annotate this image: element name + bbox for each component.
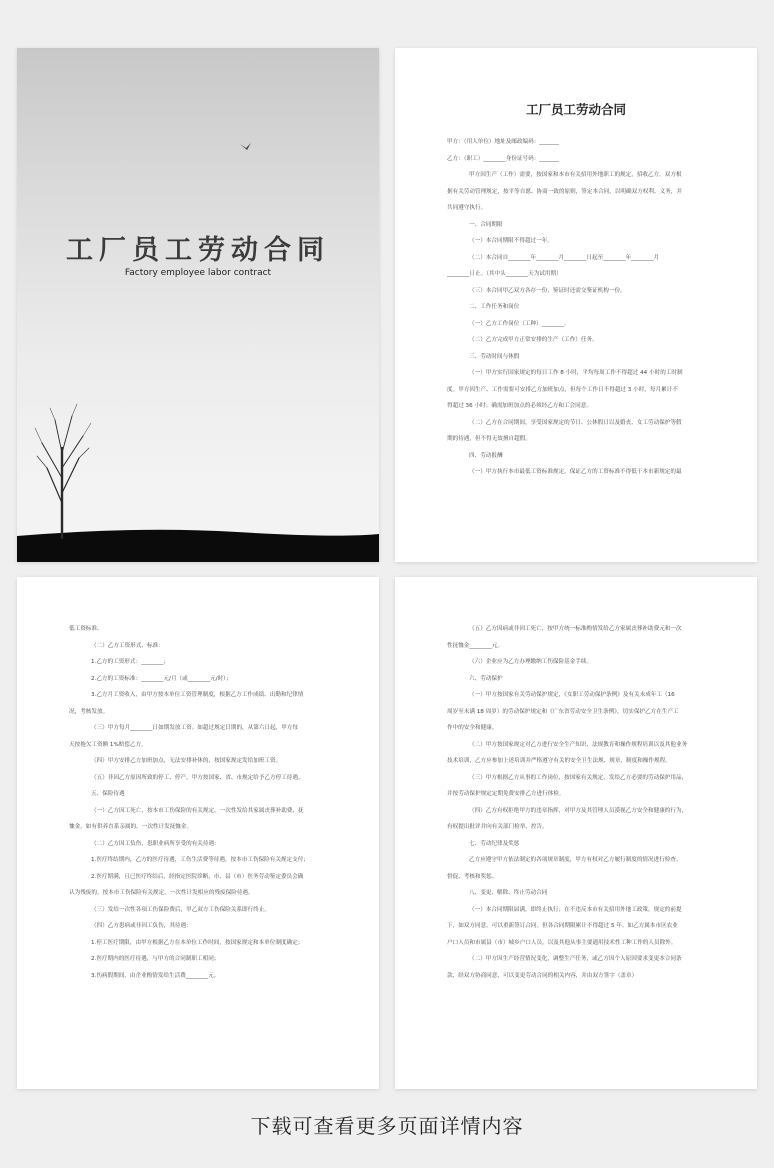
contract-line: （一）甲方执行本市最低工资标准规定，保证乙方的工资标准不得低于本市新规定的最 xyxy=(469,469,682,475)
contract-line: 性抚恤金________元。 xyxy=(447,642,503,649)
contract-line: 下，如双方同意，可以重新签订合同。但各合同期限累计不得超过 5 年。如乙方属本市区农业 xyxy=(447,923,678,929)
cover-subtitle: Factory employee labor contract xyxy=(124,268,272,278)
contract-line: ________日止。（其中头________天为试用期） xyxy=(447,271,562,277)
contract-line: 1.医疗终结期内，乙方的医疗待遇，工伤生活费等待遇，按本市工伤保险有关规定支付； xyxy=(91,857,309,863)
contract-line: 1.乙方的工资形式：________； xyxy=(91,659,170,665)
contract-title: 工厂员工劳动合同 xyxy=(525,102,626,117)
contract-line: 技术培训，乙方应参加上述培训并严格遵守有关的安全卫生法规、规章、制度和操作规程。 xyxy=(447,758,671,764)
contract-line: 恤金。如有供养直系亲属的，一次性计发抚恤金。 xyxy=(69,824,193,830)
contract-line: 二、工作任务和岗位 xyxy=(469,304,520,310)
cover-page xyxy=(17,48,379,562)
contract-line: 共同遵守执行。 xyxy=(447,205,487,211)
contract-line: （三）发给一次性各项工伤保险费后，甲乙双方工伤保险关系即行终止。 xyxy=(91,906,271,913)
contract-line: （四）乙方有权拒绝甲方的违章指挥，对甲方及其管理人员漠视乙方安全和健康的行为， xyxy=(469,807,688,814)
contract-line: 低工资标准。 xyxy=(69,626,103,632)
contract-line: 甲方：（用人单位）地址及邮政编码：_______ xyxy=(447,139,559,145)
contract-line: （三）甲方根据乙方从事的工作岗位，按国家有关规定，发给乙方必要的劳动保护用品， xyxy=(469,774,688,781)
contract-line: 甲方因生产（工作）需要，按国家和本市有关招用外地职工的规定，招收乙方。双方根 xyxy=(469,172,682,178)
contract-line: 乙方应遵守甲方依法制定的各项规章制度，甲方有权对乙方履行制度的情况进行检查、 xyxy=(469,857,682,863)
contract-line: 户口人员和市属县（市）城乡户口人员，以及其他从事主要通用技术性工种工作的人员除外。 xyxy=(447,939,677,946)
contract-page-1 xyxy=(395,48,757,562)
contract-line: 况，考核发放。 xyxy=(69,708,109,715)
contract-line: 度。甲方因生产、工作需要可安排乙方加班加点，但每个工作日不得超过 3 小时，每月累计不 xyxy=(447,386,678,393)
page1-body xyxy=(395,134,757,481)
contract-line: （一）甲方实行国家规定的每日工作 8 小时，平均每周工作不得超过 44 小时的工时制 xyxy=(469,370,683,376)
contract-line: （二）乙方因工负伤、患职业病所享受的有关待遇： xyxy=(91,840,220,847)
contract-line: （一）乙方工作岗位（工种）________。 xyxy=(469,320,570,327)
contract-line: （三）本合同甲乙双方各存一份，鉴证时还需交鉴证机构一份。 xyxy=(469,287,626,294)
contract-line: 一、合同期限 xyxy=(469,221,503,228)
contract-line: 周岁至未满 18 周岁）的劳动保护规定和《广东省劳动安全卫生条例》，切实保护乙方在生产工 xyxy=(447,708,679,715)
tree-silhouette xyxy=(35,404,91,538)
contract-line: 认为残废的，按本市工伤保险有关规定，一次性计发相应的残废保险待遇。 xyxy=(69,890,254,896)
download-more-caption: 下载可查看更多页面详情内容 xyxy=(250,1114,524,1138)
contract-line: 三、劳动时间与休假 xyxy=(469,353,520,360)
ground-silhouette xyxy=(17,530,379,562)
contract-page-3 xyxy=(395,577,757,1089)
contract-line: 有权提出批评并向有关部门检举、控告。 xyxy=(447,824,548,830)
contract-line: （二）乙方工资形式、标准： xyxy=(91,642,164,649)
contract-line: （二）甲方按国家规定对乙方进行安全生产知识、法规教育和操作规程培训以及其他业务 xyxy=(469,741,688,748)
page3-body xyxy=(395,577,757,984)
contract-line: 七、劳动纪律及奖惩 xyxy=(469,840,520,847)
contract-line: 据有关劳动管理规定，按平等自愿、协商一致的原则，签定本合同，以明确双方权利、义务，并 xyxy=(447,188,682,195)
contract-line: 五、保险待遇 xyxy=(91,791,125,797)
contract-line: （六）企业应为乙方办理缴纳工伤保险基金手续。 xyxy=(469,659,593,665)
contract-line: （五）乙方因病或非因工死亡，按甲方统一标准酌情发给乙方家属丧葬补助费元和一次 xyxy=(469,626,682,632)
contract-line: 2.医疗期满，且已医疗终结后，经指定医院诊断，市、县（市）医务劳动鉴定委员会确 xyxy=(91,873,304,880)
contract-line: 八、变更、解除、终止劳动合同 xyxy=(469,890,548,896)
contract-line: （四）乙方患病或非因工负伤，其待遇： xyxy=(91,923,192,929)
contract-line: （一）本合同期限不得超过一年。 xyxy=(469,238,553,244)
contract-line: （二）乙方完成甲方正常安排的生产（工作）任务。 xyxy=(469,337,598,343)
contract-line: 天按拖欠工资额 1%赔偿乙方。 xyxy=(69,741,147,748)
contract-line: 四、劳动报酬 xyxy=(469,452,503,459)
bird-silhouette xyxy=(240,143,251,150)
contract-line: （一）本合同期限届满，即终止执行；在不违反本市有关招用外地工政策，规定的前提 xyxy=(469,906,682,913)
contract-line: 2.乙方的工资标准：________元/月（或________元/时）； xyxy=(91,675,232,682)
contract-line: 得超过 36 小时；确需加班加点的必须经乙方和工会同意。 xyxy=(447,403,592,409)
cover-title: 工厂员工劳动合同 xyxy=(66,235,330,266)
contract-line: 作中的安全和健康。 xyxy=(447,725,498,731)
contract-line: 1.停工医疗期限，由甲方根据乙方在本单位工作时间，按国家规定和本单位制度确定； xyxy=(91,939,304,946)
contract-line: （四）甲方安排乙方加班加点，无法安排补休的，按国家规定发给加班工资。 xyxy=(91,758,282,764)
contract-line: （三）甲方每月________日如期发放工资。如超过规定日期的，从第六日起，甲方每 xyxy=(91,725,298,731)
contract-line: （二）甲方因生产经营情况变化，调整生产任务，或乙方因个人原因要求变更本合同条 xyxy=(469,956,682,962)
contract-line: 六、劳动保护 xyxy=(469,675,503,682)
cover-illustration xyxy=(17,48,379,562)
contract-line: （二）本合同自________年________月________日起至________年________月 xyxy=(469,254,660,261)
contract-line: 督促、考核和奖惩。 xyxy=(447,873,498,880)
contract-line: （二）乙方在合同期间，享受国家规定的节日、公休假日以及婚丧、女工劳动保护等假 xyxy=(469,419,682,426)
contract-line: 期的待遇，但不得无故擅自超假。 xyxy=(447,436,531,442)
contract-line: 乙方：（职工）________身份证号码：_______ xyxy=(447,155,559,162)
page2-body xyxy=(17,577,379,984)
contract-line: 并按劳动保护规定定期免费安排乙方进行体检。 xyxy=(447,791,565,797)
contract-line: （一）乙方因工死亡，按本市工伤保险的有关规定，一次性发给其家属丧葬补助费、抚 xyxy=(91,807,304,814)
contract-line: 3.乙方月工资收入，由甲方按本单位工资管理制度，根据乙方工作成绩、出勤和纪律情 xyxy=(91,692,304,698)
contract-line: 款，经双方协商同意，可以变更劳动合同的相关内容，并由双方签字（盖章） xyxy=(447,972,638,979)
contract-line: 3.伤病假期间，由企业酌情发给生活费________元。 xyxy=(91,972,220,979)
contract-line: （五）非因乙方原因所致的停工、停产，甲方按国家、省、市规定给予乙方停工待遇。 xyxy=(91,774,304,781)
contract-page-2 xyxy=(17,577,379,1089)
contract-line: （一）甲方按国家有关劳动保护规定，《女职工劳动保护条例》及有关未成年工（16 xyxy=(469,692,675,698)
contract-line: 2.医疗期内的医疗待遇，与甲方的合同制职工相同； xyxy=(91,956,220,962)
